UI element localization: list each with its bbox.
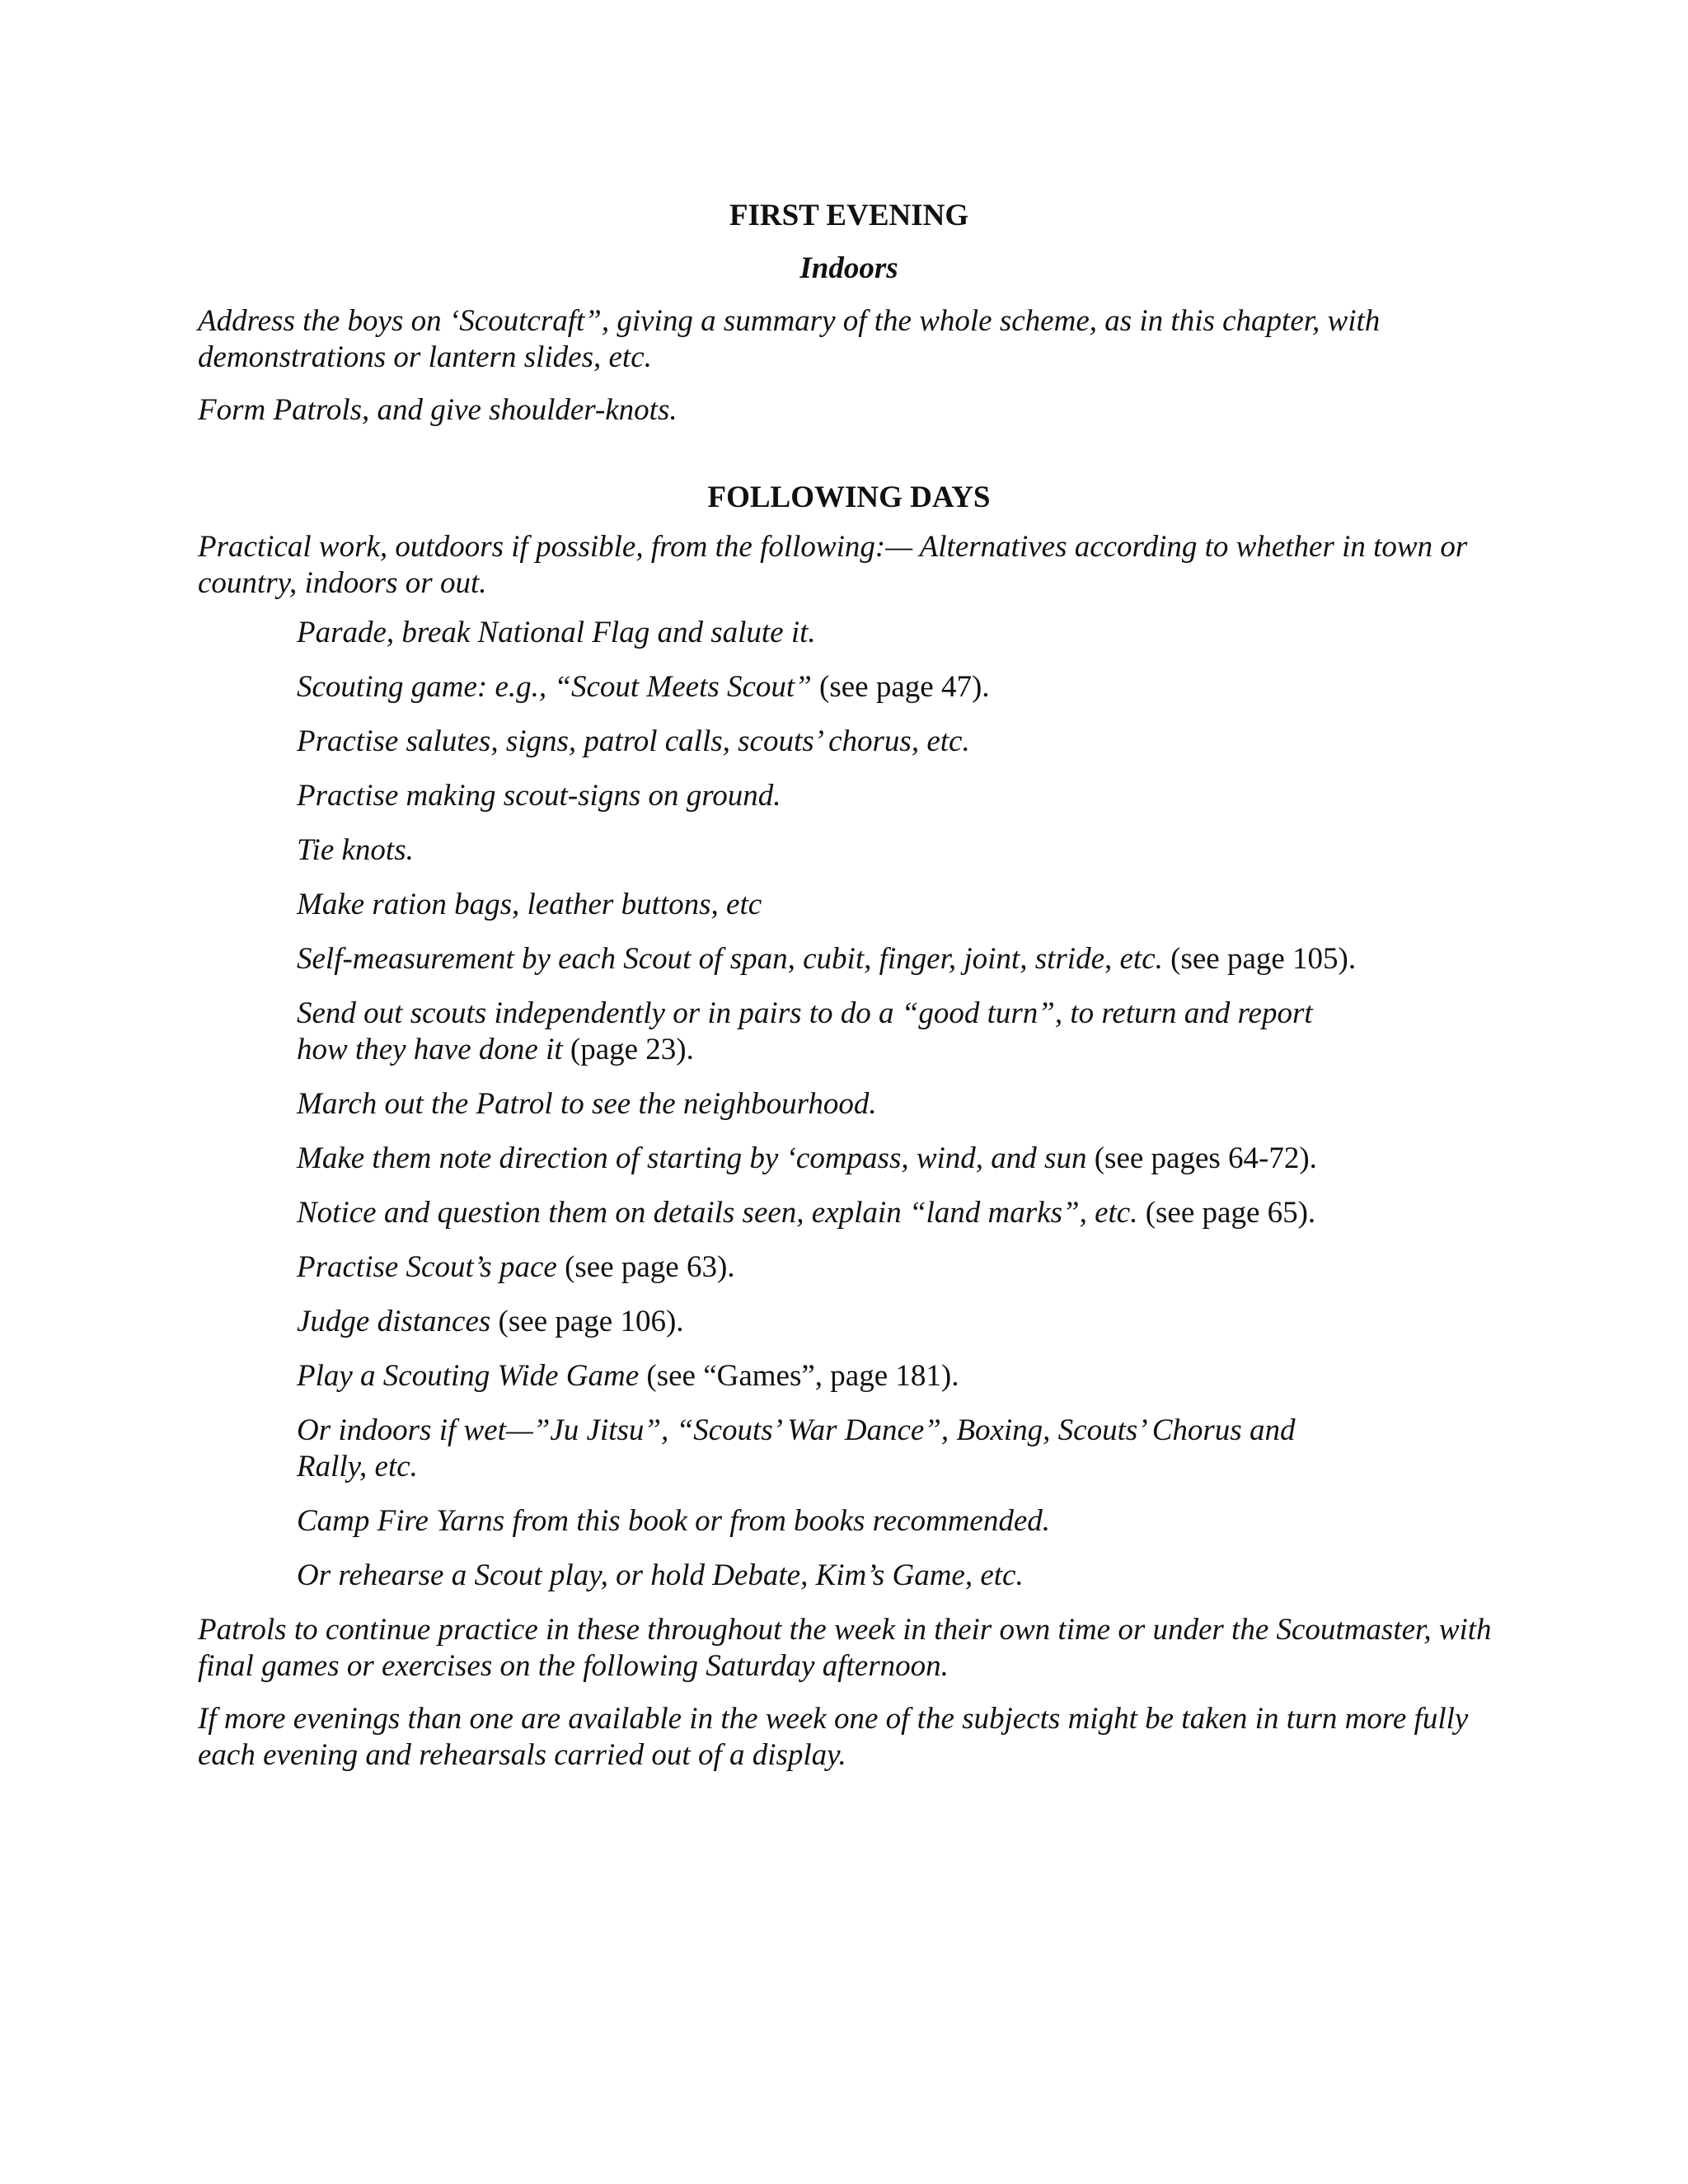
item-page-ref: (see page 105). [1162, 942, 1357, 976]
list-item [297, 1304, 1368, 1340]
item-text: Tie knots. [297, 833, 414, 867]
list-item [297, 1558, 1368, 1594]
list-item [297, 941, 1368, 977]
patrols-continue-paragraph: Patrols to continue practice in these throughout the week in their own time or under the Scoutmaster, with final games or exercises on the following Saturday afternoon. [198, 1613, 1492, 1683]
section-spacer [198, 429, 1500, 480]
list-item [297, 1086, 1368, 1122]
item-text: Make ration bags, leather buttons, etc [297, 888, 762, 921]
list-item [297, 778, 1368, 814]
item-text: Self-measurement by each Scout of span, cubit, finger, joint, stride, etc. [297, 942, 1163, 976]
item-text: Notice and question them on details seen, explain “land marks”, etc. [297, 1196, 1138, 1230]
page-content [198, 198, 1500, 1774]
list-item [297, 832, 1368, 869]
list-item [297, 724, 1368, 760]
item-text: Or indoors if wet—”Ju Jitsu”, “Scouts’ War Dance”, Boxing, Scouts’ Chorus and Rally, etc. [297, 1413, 1296, 1483]
item-page-ref: (see page 63). [556, 1250, 735, 1284]
list-item [297, 1503, 1368, 1540]
list-item [297, 615, 1368, 651]
item-page-ref: (see page 47). [811, 670, 990, 704]
item-text: Make them note direction of starting by ‘compass, wind, and sun [297, 1141, 1087, 1175]
practical-work-intro: Practical work, outdoors if possible, from the following:— Alternatives according to whether in town or country, indoors or out. [198, 530, 1468, 600]
item-text: Judge distances [297, 1305, 491, 1338]
indoors-subheading: Indoors [799, 251, 898, 285]
activity-list [297, 615, 1368, 1594]
item-page-ref: (page 23). [562, 1033, 694, 1066]
item-text: Send out scouts independently or in pairs to do a “good turn”, to return and report how they have done it [297, 996, 1313, 1066]
list-item [297, 1195, 1368, 1231]
item-text: Camp Fire Yarns from this book or from books recommended. [297, 1504, 1051, 1538]
list-item [297, 1141, 1368, 1177]
address-paragraph: Address the boys on ‘Scoutcraft”, giving a summary of the whole scheme, as in this chapter, with demonstrations or lantern slides, etc. [198, 304, 1381, 374]
list-item [297, 669, 1368, 705]
item-text: Scouting game: e.g., “Scout Meets Scout” [297, 670, 812, 704]
following-days-heading: FOLLOWING DAYS [707, 480, 991, 514]
list-item [297, 1413, 1368, 1485]
first-evening-heading: FIRST EVENING [729, 199, 969, 232]
item-text: Practise making scout-signs on ground. [297, 779, 781, 813]
more-evenings-paragraph: If more evenings than one are available in the week one of the subjects might be taken in turn more fully each evening and rehearsals carried out of a display. [198, 1702, 1469, 1772]
item-text: March out the Patrol to see the neighbourhood. [297, 1087, 877, 1121]
list-item [297, 887, 1368, 923]
item-text: Parade, break National Flag and salute it. [297, 616, 816, 649]
list-item [297, 1358, 1368, 1394]
item-text: Or rehearse a Scout play, or hold Debate, Kim’s Game, etc. [297, 1558, 1024, 1592]
item-page-ref: (see page 65). [1137, 1196, 1316, 1230]
list-item [297, 996, 1368, 1068]
item-page-ref: (see “Games”, page 181). [639, 1359, 959, 1393]
item-text: Practise Scout’s pace [297, 1250, 557, 1284]
item-page-ref: (see page 106). [490, 1305, 684, 1338]
item-page-ref: (see pages 64-72). [1086, 1141, 1317, 1175]
item-text: Play a Scouting Wide Game [297, 1359, 640, 1393]
form-patrols-paragraph: Form Patrols, and give shoulder-knots. [198, 393, 678, 427]
item-text: Practise salutes, signs, patrol calls, scouts’ chorus, etc. [297, 724, 970, 758]
list-item [297, 1249, 1368, 1286]
